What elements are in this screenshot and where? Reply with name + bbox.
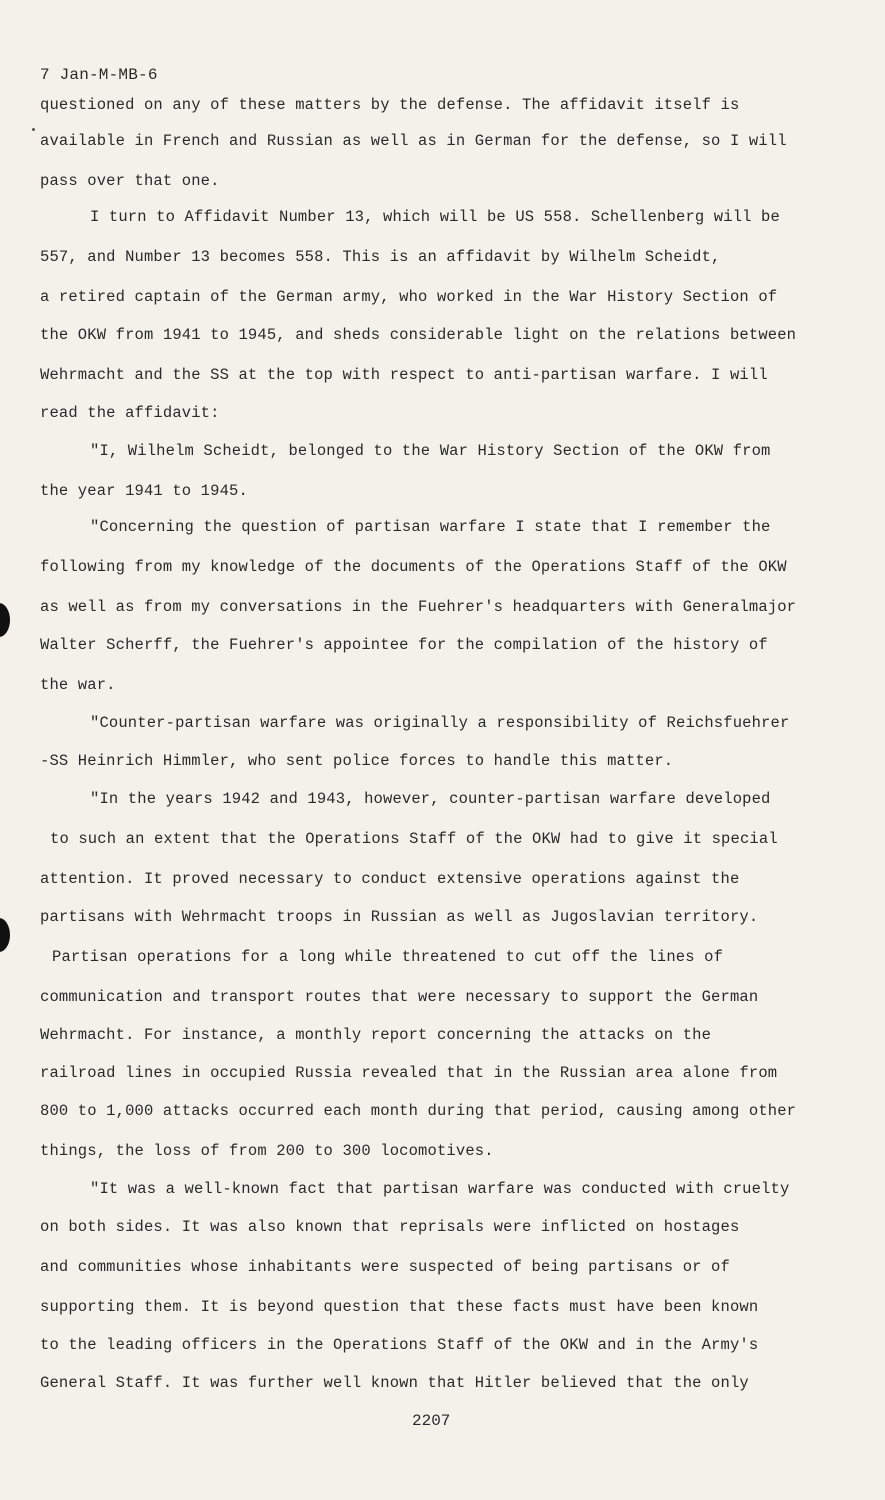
text-line-8: Wehrmacht and the SS at the top with respect to anti-partisan warfare. I will	[40, 366, 768, 384]
text-line-1: questioned on any of these matters by the defense. The affidavit itself is	[40, 96, 740, 114]
text-line-34: General Staff. It was further well known that Hitler believed that the only	[40, 1374, 749, 1392]
page-number: 2207	[412, 1412, 451, 1430]
text-line-18: -SS Heinrich Himmler, who sent police forces to handle this matter.	[40, 752, 674, 770]
text-line-11: the year 1941 to 1945.	[40, 482, 248, 500]
text-line-29: "It was a well-known fact that partisan warfare was conducted with cruelty	[90, 1180, 790, 1198]
text-line-9: read the affidavit:	[40, 404, 220, 422]
text-line-5: 557, and Number 13 becomes 558. This is an affidavit by Wilhelm Scheidt,	[40, 248, 721, 266]
text-line-4: I turn to Affidavit Number 13, which will be US 558. Schellenberg will be	[90, 208, 780, 226]
text-line-23: Partisan operations for a long while threatened to cut off the lines of	[52, 948, 724, 966]
text-line-17: "Counter-partisan warfare was originally a responsibility of Reichsfuehrer	[90, 714, 790, 732]
punch-hole-lower	[0, 918, 10, 952]
text-line-3: pass over that one.	[40, 172, 220, 190]
text-line-16: the war.	[40, 676, 116, 694]
text-line-24: communication and transport routes that were necessary to support the German	[40, 988, 759, 1006]
text-line-21: attention. It proved necessary to conduct extensive operations against the	[40, 870, 740, 888]
text-line-22: partisans with Wehrmacht troops in Russian as well as Jugoslavian territory.	[40, 908, 759, 926]
text-line-26: railroad lines in occupied Russia revealed that in the Russian area alone from	[40, 1064, 778, 1082]
text-line-10: "I, Wilhelm Scheidt, belonged to the War History Section of the OKW from	[90, 442, 771, 460]
text-line-25: Wehrmacht. For instance, a monthly report concerning the attacks on the	[40, 1026, 712, 1044]
text-line-33: to the leading officers in the Operations Staff of the OKW and in the Army's	[40, 1336, 759, 1354]
text-line-30: on both sides. It was also known that reprisals were inflicted on hostages	[40, 1218, 740, 1236]
text-line-14: as well as from my conversations in the Fuehrer's headquarters with Generalmajor	[40, 598, 797, 616]
punch-hole-upper	[0, 603, 10, 637]
document-reference: 7 Jan-M-MB-6	[40, 66, 158, 84]
text-line-15: Walter Scherff, the Fuehrer's appointee for the compilation of the history of	[40, 636, 768, 654]
text-line-19: "In the years 1942 and 1943, however, counter-partisan warfare developed	[90, 790, 771, 808]
text-line-28: things, the loss of from 200 to 300 locomotives.	[40, 1142, 494, 1160]
text-line-32: supporting them. It is beyond question that these facts must have been known	[40, 1298, 759, 1316]
text-line-6: a retired captain of the German army, who worked in the War History Section of	[40, 288, 778, 306]
text-line-20: to such an extent that the Operations Staff of the OKW had to give it special	[50, 830, 778, 848]
text-line-12: "Concerning the question of partisan warfare I state that I remember the	[90, 518, 771, 536]
text-line-7: the OKW from 1941 to 1945, and sheds considerable light on the relations between	[40, 326, 797, 344]
text-line-27: 800 to 1,000 attacks occurred each month during that period, causing among other	[40, 1102, 797, 1120]
text-line-13: following from my knowledge of the documents of the Operations Staff of the OKW	[40, 558, 787, 576]
text-line-2: available in French and Russian as well as in German for the defense, so I will	[40, 132, 787, 150]
margin-mark	[32, 128, 35, 131]
text-line-31: and communities whose inhabitants were suspected of being partisans or of	[40, 1258, 730, 1276]
